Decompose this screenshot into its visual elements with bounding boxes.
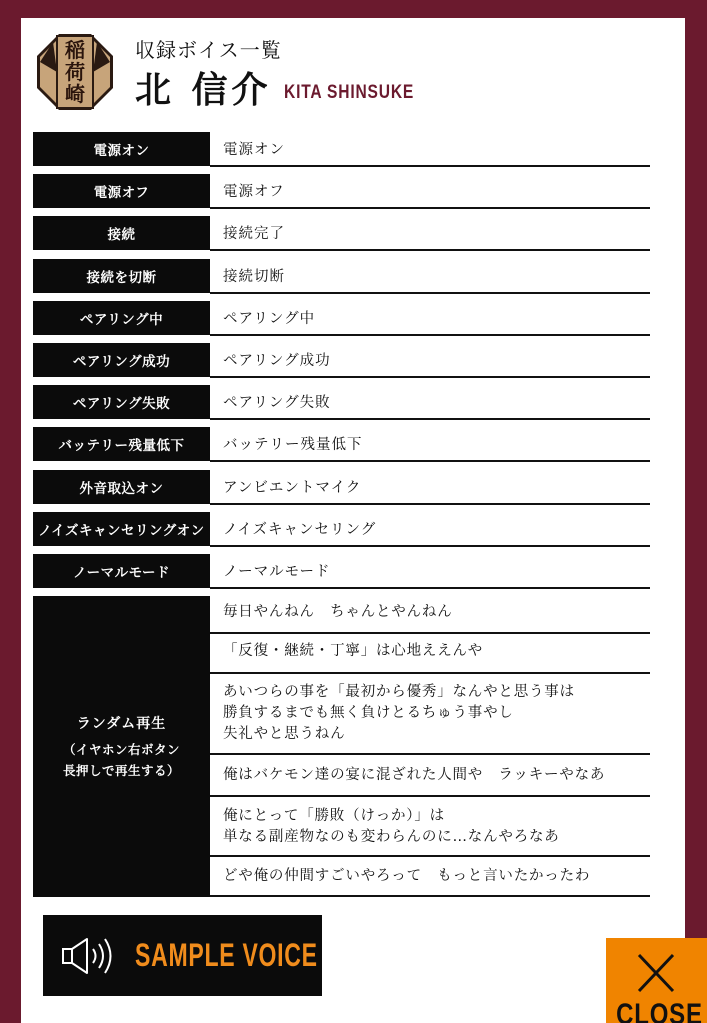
- voice-row: [33, 216, 650, 257]
- close-button[interactable]: [606, 938, 707, 1023]
- voice-row: [33, 512, 650, 553]
- random-play-title: ランダム再生: [76, 715, 167, 732]
- sample-voice-button[interactable]: [43, 915, 322, 996]
- voice-line-text: アンビエントマイク: [223, 479, 362, 496]
- voice-trigger-label: 接続を切断: [33, 259, 210, 293]
- voice-trigger-label: ペアリング失敗: [33, 385, 210, 419]
- random-voice-line: 俺はバケモン達の宴に混ざれた人間や ラッキーやなあ: [223, 767, 606, 784]
- row-divider: [210, 753, 650, 755]
- row-divider: [210, 292, 650, 294]
- row-divider: [210, 334, 650, 336]
- voice-line-text: ノイズキャンセリング: [223, 521, 377, 538]
- voice-line-text: 接続切断: [223, 268, 285, 285]
- voice-list-panel: [21, 18, 685, 1023]
- row-divider: [210, 632, 650, 634]
- row-divider: [210, 895, 650, 897]
- voice-line-text: 電源オン: [223, 142, 285, 158]
- voice-row: [33, 470, 650, 511]
- voice-row: [33, 427, 650, 468]
- row-divider: [210, 249, 650, 251]
- random-play-label: [33, 596, 210, 897]
- row-divider: [210, 855, 650, 857]
- voice-trigger-label: バッテリー残量低下: [33, 427, 210, 461]
- voice-line-text: 電源オフ: [223, 184, 285, 201]
- voice-list: [33, 132, 650, 897]
- voice-trigger-label: 外音取込オン: [33, 470, 210, 504]
- voice-line-text: 接続完了: [223, 226, 285, 243]
- voice-trigger-label: ペアリング成功: [33, 343, 210, 377]
- voice-trigger-label: ノイズキャンセリングオン: [33, 512, 210, 546]
- row-divider: [210, 587, 650, 589]
- voice-trigger-label: 電源オフ: [33, 174, 210, 208]
- voice-line-text: ノーマルモード: [223, 563, 331, 580]
- voice-trigger-label: ペアリング中: [33, 301, 210, 335]
- row-divider: [210, 503, 650, 505]
- row-divider: [210, 165, 650, 167]
- page-subtitle: 収録ボイス一覧: [135, 38, 282, 62]
- voice-row: [33, 301, 650, 342]
- emblem-text: 稲 荷 崎: [65, 38, 85, 106]
- row-divider: [210, 376, 650, 378]
- row-divider: [210, 207, 650, 209]
- voice-trigger-label: 接続: [33, 216, 210, 250]
- character-name-en: KITA SHINSUKE: [284, 82, 415, 103]
- close-label: CLOSE: [616, 998, 703, 1023]
- voice-row: [33, 174, 650, 215]
- random-play-note: （イヤホン右ボタン 長押しで再生する）: [62, 741, 180, 778]
- inarizaki-emblem: [35, 32, 115, 112]
- row-divider: [210, 672, 650, 674]
- random-voice-line: あいつらの事を「最初から優秀」なんやと思う事は 勝負するまでも無く負けとるちゅう事やし 失礼やと思うねん: [223, 684, 575, 743]
- row-divider: [210, 418, 650, 420]
- random-voice-line: 俺にとって「勝敗（けっか）」は 単なる副産物なのも変わらんのに…なんやろなあ: [223, 808, 560, 846]
- random-voice-line: どや俺の仲間すごいやろって もっと言いたかったわ: [223, 868, 591, 885]
- row-divider: [210, 545, 650, 547]
- voice-line-text: ペアリング中: [223, 310, 316, 327]
- voice-line-text: ペアリング成功: [223, 352, 331, 369]
- voice-trigger-label: ノーマルモード: [33, 554, 210, 588]
- random-voice-line: 「反復・継続・丁寧」は心地ええんや: [223, 643, 484, 660]
- voice-trigger-label: 電源オン: [33, 132, 210, 166]
- voice-row: [33, 554, 650, 595]
- speaker-icon: [61, 937, 117, 975]
- character-name-jp: 北 信介: [135, 70, 272, 111]
- sample-voice-label: SAMPLE VOICE: [135, 937, 318, 973]
- voice-line-text: バッテリー残量低下: [223, 437, 363, 454]
- voice-row: [33, 259, 650, 300]
- row-divider: [210, 795, 650, 797]
- close-icon: [637, 953, 675, 993]
- voice-row: [33, 132, 650, 173]
- voice-row: [33, 343, 650, 384]
- random-play-section: [33, 596, 650, 897]
- row-divider: [210, 460, 650, 462]
- voice-line-text: ペアリング失敗: [223, 395, 331, 412]
- random-voice-line: 毎日やんねん ちゃんとやんねん: [223, 604, 453, 621]
- voice-row: [33, 385, 650, 426]
